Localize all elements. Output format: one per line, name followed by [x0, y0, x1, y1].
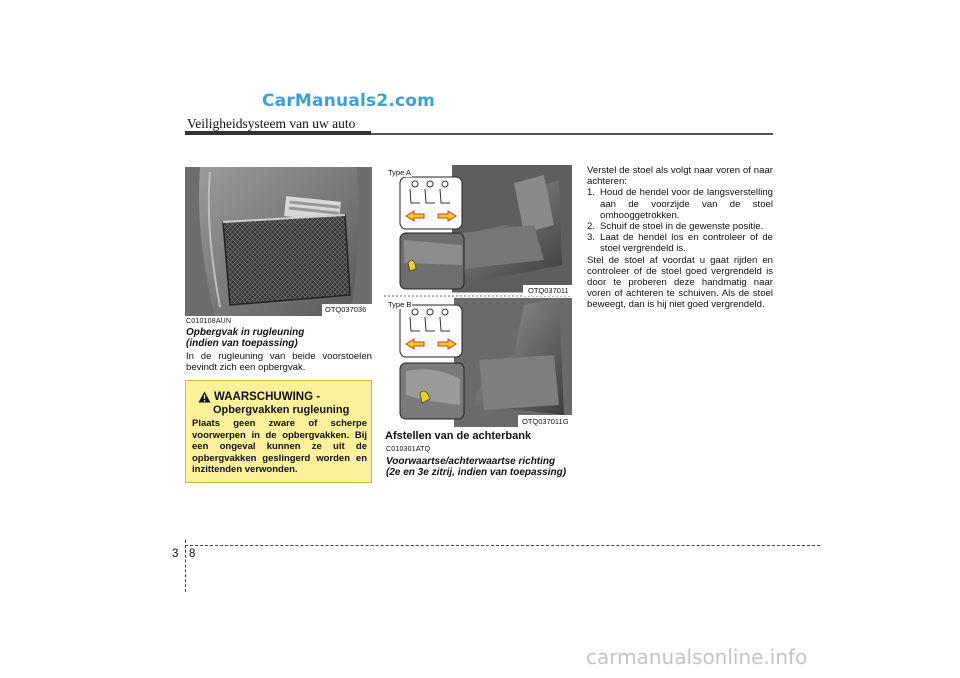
instruction-step: 1. Houd de hendel voor de langsverstelling aan de voorzijde van de stoel omhooggetrokken. [587, 187, 773, 221]
instruction-step: 3. Laat de hendel los en controleer of de stoel vergrendeld is. [587, 232, 773, 255]
section-body: In de rugleuning van beide voorstoelen bevindt zich een opbergvak. [186, 351, 372, 374]
instruction-step: 2. Schuif de stoel in de gewenste positie. [587, 221, 764, 233]
section-subhead-2 [386, 456, 586, 478]
header-bar [185, 131, 371, 135]
header-rule [371, 133, 773, 135]
subhead2-line2: (2e en 3e zitrij, indien van toepassing) [386, 467, 567, 478]
figure-a-label: Type A [388, 168, 411, 177]
section-title: Afstellen van de achterbank [385, 430, 532, 442]
rear-seat-adjust-illustration [384, 165, 572, 427]
watermark-carmanualsonline[interactable]: carmanualsonline.info [586, 645, 808, 669]
section-subhead [186, 327, 376, 349]
figure-b-code: OTQ037011G [522, 417, 569, 426]
photo-code: OTQ037036 [325, 305, 367, 314]
instruction-steps [587, 187, 773, 254]
section-code-2: C010301ATQ [386, 446, 431, 453]
warning-body: Plaats geen zware of scherpe voorwerpen in de opbergvakken. Bij een ongeval kunnen ze uit de opbergvakken geslingerd worden en inzittenden verwonden. [192, 418, 367, 475]
figure-a-code: OTQ037011 [528, 286, 569, 295]
instructions-outro: Stel de stoel af voordat u gaat rijden en controleer of de stoel goed vergrendeld is door te proberen deze handmatig naar voren of achteren te schuiven. Als de stoel beweegt, dan is hij niet goed vergrendeld. [587, 254, 773, 311]
figure-b-label: Type B [388, 300, 412, 309]
warning-title: WAARSCHUWING - [214, 391, 321, 403]
footer-rule [185, 545, 820, 546]
watermark-carmanuals2[interactable]: CarManuals2.com [262, 91, 436, 111]
instructions-intro: Verstel de stoel als volgt naar voren of naar achteren: [587, 165, 773, 188]
seatback-pocket-illustration [185, 167, 372, 316]
page-number: 8 [189, 548, 196, 560]
warning-box [185, 380, 372, 483]
chapter-number: 3 [172, 548, 179, 560]
subhead-line2: (indien van toepassing) [186, 338, 298, 349]
section-code: C010108AUN [186, 318, 232, 325]
subhead2-line1: Voorwaartse/achterwaartse richting [386, 456, 556, 467]
subhead-line1: Opbergvak in rugleuning [186, 327, 305, 338]
warning-subtitle: Opbergvakken rugleuning [213, 404, 350, 416]
rear-seat-figure [384, 165, 572, 427]
footer-vertical-rule [185, 540, 186, 592]
page-header-title: Veiligheidsysteem van uw auto [187, 116, 356, 131]
seatback-pocket-photo [185, 167, 372, 316]
instructions [587, 165, 773, 311]
warning-triangle-icon [198, 391, 211, 403]
